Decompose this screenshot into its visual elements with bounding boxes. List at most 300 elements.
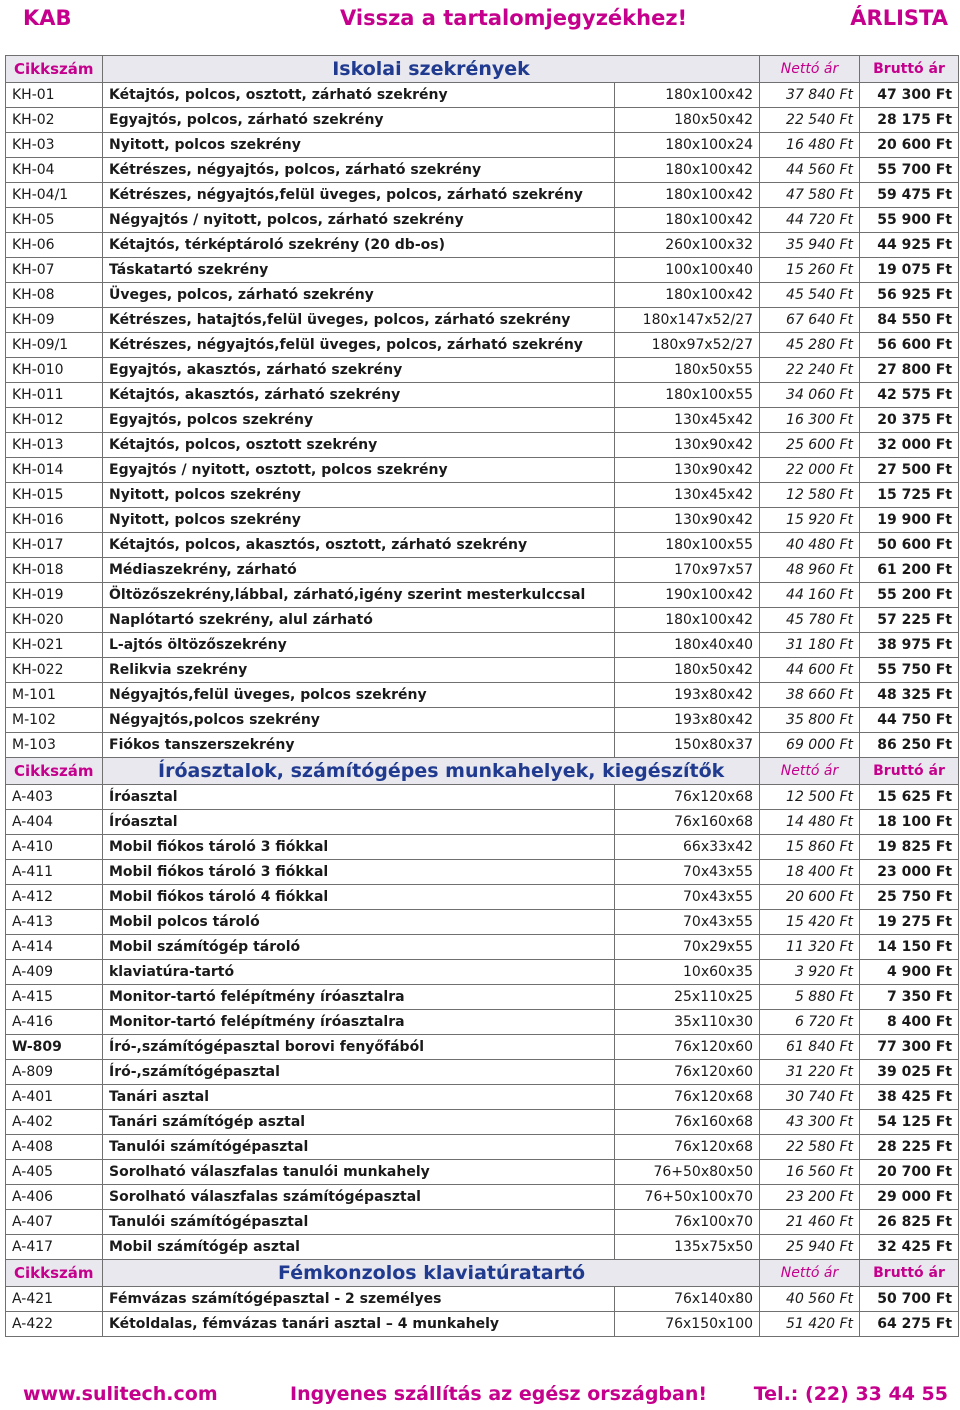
product-code: A-416 bbox=[6, 1010, 103, 1035]
product-code: A-406 bbox=[6, 1185, 103, 1210]
net-price: 35 800 Ft bbox=[760, 708, 860, 733]
product-name: Tanári számítógép asztal bbox=[103, 1110, 615, 1135]
net-price: 40 480 Ft bbox=[760, 533, 860, 558]
product-dimensions: 180x100x24 bbox=[615, 133, 760, 158]
product-row bbox=[6, 533, 959, 558]
product-row bbox=[6, 1010, 959, 1035]
product-code: KH-021 bbox=[6, 633, 103, 658]
website-link[interactable]: www.sulitech.com bbox=[23, 1383, 218, 1405]
gross-price: 44 750 Ft bbox=[860, 708, 959, 733]
net-price: 16 480 Ft bbox=[760, 133, 860, 158]
product-dimensions: 170x97x57 bbox=[615, 558, 760, 583]
product-row bbox=[6, 608, 959, 633]
product-code: KH-05 bbox=[6, 208, 103, 233]
product-dimensions: 180x100x55 bbox=[615, 383, 760, 408]
net-price: 21 460 Ft bbox=[760, 1210, 860, 1235]
product-name: Médiaszekrény, zárható bbox=[103, 558, 615, 583]
product-name: Négyajtós / nyitott, polcos, zárható szekrény bbox=[103, 208, 615, 233]
product-code: A-414 bbox=[6, 935, 103, 960]
net-price: 14 480 Ft bbox=[760, 810, 860, 835]
section-title: Fémkonzolos klaviatúratartó bbox=[103, 1260, 760, 1287]
product-name: Tanulói számítógépasztal bbox=[103, 1210, 615, 1235]
product-code: A-417 bbox=[6, 1235, 103, 1260]
product-name: Naplótartó szekrény, alul zárható bbox=[103, 608, 615, 633]
product-name: Sorolható válaszfalas tanulói munkahely bbox=[103, 1160, 615, 1185]
product-code: KH-022 bbox=[6, 658, 103, 683]
gross-price: 47 300 Ft bbox=[860, 83, 959, 108]
gross-price: 20 375 Ft bbox=[860, 408, 959, 433]
gross-price: 27 800 Ft bbox=[860, 358, 959, 383]
product-row bbox=[6, 1185, 959, 1210]
product-row bbox=[6, 433, 959, 458]
product-code: KH-016 bbox=[6, 508, 103, 533]
product-name: Kétoldalas, fémvázas tanári asztal – 4 munkahely bbox=[103, 1312, 615, 1337]
product-name: Üveges, polcos, zárható szekrény bbox=[103, 283, 615, 308]
net-price: 15 860 Ft bbox=[760, 835, 860, 860]
product-code: KH-09 bbox=[6, 308, 103, 333]
price-list-table bbox=[5, 55, 959, 1337]
product-name: Íróasztal bbox=[103, 785, 615, 810]
product-dimensions: 193x80x42 bbox=[615, 683, 760, 708]
back-to-contents-link[interactable]: Vissza a tartalomjegyzékhez! bbox=[340, 6, 688, 30]
product-name: Négyajtós,polcos szekrény bbox=[103, 708, 615, 733]
net-price: 15 920 Ft bbox=[760, 508, 860, 533]
gross-price: 50 600 Ft bbox=[860, 533, 959, 558]
product-dimensions: 180x50x55 bbox=[615, 358, 760, 383]
nav-kab-link[interactable]: KAB bbox=[23, 6, 72, 30]
product-name: Monitor-tartó felépítmény íróasztalra bbox=[103, 985, 615, 1010]
net-price: 31 220 Ft bbox=[760, 1060, 860, 1085]
gross-price: 20 600 Ft bbox=[860, 133, 959, 158]
product-row bbox=[6, 258, 959, 283]
net-price: 44 160 Ft bbox=[760, 583, 860, 608]
net-price: 43 300 Ft bbox=[760, 1110, 860, 1135]
product-dimensions: 76x160x68 bbox=[615, 1110, 760, 1135]
product-dimensions: 180x100x42 bbox=[615, 283, 760, 308]
product-row bbox=[6, 1287, 959, 1312]
gross-price: 14 150 Ft bbox=[860, 935, 959, 960]
product-code: KH-01 bbox=[6, 83, 103, 108]
gross-price: 32 425 Ft bbox=[860, 1235, 959, 1260]
gross-price: 25 750 Ft bbox=[860, 885, 959, 910]
product-name: Kétrészes, négyajtós, polcos, zárható szekrény bbox=[103, 158, 615, 183]
product-dimensions: 35x110x30 bbox=[615, 1010, 760, 1035]
product-name: Monitor-tartó felépítmény íróasztalra bbox=[103, 1010, 615, 1035]
product-dimensions: 130x90x42 bbox=[615, 458, 760, 483]
gross-price: 32 000 Ft bbox=[860, 433, 959, 458]
product-dimensions: 76x120x68 bbox=[615, 1135, 760, 1160]
product-row bbox=[6, 1060, 959, 1085]
column-header-net-price: Nettó ár bbox=[760, 1260, 860, 1287]
product-row bbox=[6, 283, 959, 308]
net-price: 12 580 Ft bbox=[760, 483, 860, 508]
product-name: klaviatúra-tartó bbox=[103, 960, 615, 985]
product-name: Kétajtós, polcos, osztott, zárható szekrény bbox=[103, 83, 615, 108]
gross-price: 55 900 Ft bbox=[860, 208, 959, 233]
product-code: KH-013 bbox=[6, 433, 103, 458]
product-code: KH-08 bbox=[6, 283, 103, 308]
product-row bbox=[6, 1235, 959, 1260]
product-name: Íróasztal bbox=[103, 810, 615, 835]
product-row bbox=[6, 83, 959, 108]
shipping-notice: Ingyenes szállítás az egész országban! bbox=[290, 1383, 708, 1405]
product-code: A-401 bbox=[6, 1085, 103, 1110]
gross-price: 29 000 Ft bbox=[860, 1185, 959, 1210]
product-name: Mobil polcos tároló bbox=[103, 910, 615, 935]
product-code: KH-018 bbox=[6, 558, 103, 583]
gross-price: 19 825 Ft bbox=[860, 835, 959, 860]
net-price: 51 420 Ft bbox=[760, 1312, 860, 1337]
product-name: Fémvázas számítógépasztal - 2 személyes bbox=[103, 1287, 615, 1312]
product-name: Tanári asztal bbox=[103, 1085, 615, 1110]
net-price: 30 740 Ft bbox=[760, 1085, 860, 1110]
product-code: M-103 bbox=[6, 733, 103, 758]
product-dimensions: 180x100x42 bbox=[615, 608, 760, 633]
gross-price: 23 000 Ft bbox=[860, 860, 959, 885]
product-dimensions: 180x100x42 bbox=[615, 83, 760, 108]
product-row bbox=[6, 108, 959, 133]
product-code: KH-010 bbox=[6, 358, 103, 383]
product-name: Négyajtós,felül üveges, polcos szekrény bbox=[103, 683, 615, 708]
section-title: Íróasztalok, számítógépes munkahelyek, kiegészítők bbox=[103, 758, 760, 785]
gross-price: 19 075 Ft bbox=[860, 258, 959, 283]
net-price: 38 660 Ft bbox=[760, 683, 860, 708]
gross-price: 4 900 Ft bbox=[860, 960, 959, 985]
product-row bbox=[6, 208, 959, 233]
net-price: 15 260 Ft bbox=[760, 258, 860, 283]
product-dimensions: 130x90x42 bbox=[615, 508, 760, 533]
product-dimensions: 70x43x55 bbox=[615, 860, 760, 885]
net-price: 5 880 Ft bbox=[760, 985, 860, 1010]
net-price: 61 840 Ft bbox=[760, 1035, 860, 1060]
product-code: A-413 bbox=[6, 910, 103, 935]
product-code: KH-019 bbox=[6, 583, 103, 608]
gross-price: 27 500 Ft bbox=[860, 458, 959, 483]
net-price: 45 540 Ft bbox=[760, 283, 860, 308]
product-dimensions: 76x140x80 bbox=[615, 1287, 760, 1312]
net-price: 6 720 Ft bbox=[760, 1010, 860, 1035]
gross-price: 56 925 Ft bbox=[860, 283, 959, 308]
product-name: Mobil fiókos tároló 3 fiókkal bbox=[103, 860, 615, 885]
product-dimensions: 180x97x52/27 bbox=[615, 333, 760, 358]
product-name: Mobil számítógép tároló bbox=[103, 935, 615, 960]
product-row bbox=[6, 133, 959, 158]
phone-number: Tel.: (22) 33 44 55 bbox=[753, 1383, 948, 1405]
product-name: Kétajtós, polcos, osztott szekrény bbox=[103, 433, 615, 458]
product-row bbox=[6, 383, 959, 408]
product-name: Író-,számítógépasztal borovi fenyőfából bbox=[103, 1035, 615, 1060]
gross-price: 18 100 Ft bbox=[860, 810, 959, 835]
section-header-row bbox=[6, 56, 959, 83]
gross-price: 42 575 Ft bbox=[860, 383, 959, 408]
product-row bbox=[6, 910, 959, 935]
product-name: Tanulói számítógépasztal bbox=[103, 1135, 615, 1160]
product-code: A-410 bbox=[6, 835, 103, 860]
product-code: KH-06 bbox=[6, 233, 103, 258]
gross-price: 15 625 Ft bbox=[860, 785, 959, 810]
product-name: Mobil számítógép asztal bbox=[103, 1235, 615, 1260]
net-price: 47 580 Ft bbox=[760, 183, 860, 208]
net-price: 45 780 Ft bbox=[760, 608, 860, 633]
product-row bbox=[6, 583, 959, 608]
column-header-gross-price: Bruttó ár bbox=[860, 56, 959, 83]
product-dimensions: 76x120x60 bbox=[615, 1035, 760, 1060]
product-row bbox=[6, 708, 959, 733]
product-name: Egyajtós / nyitott, osztott, polcos szekrény bbox=[103, 458, 615, 483]
net-price: 44 560 Ft bbox=[760, 158, 860, 183]
product-row bbox=[6, 183, 959, 208]
product-name: Sorolható válaszfalas számítógépasztal bbox=[103, 1185, 615, 1210]
product-code: A-411 bbox=[6, 860, 103, 885]
product-code: A-403 bbox=[6, 785, 103, 810]
gross-price: 39 025 Ft bbox=[860, 1060, 959, 1085]
product-code: KH-02 bbox=[6, 108, 103, 133]
product-code: A-409 bbox=[6, 960, 103, 985]
product-code: KH-020 bbox=[6, 608, 103, 633]
product-dimensions: 76+50x100x70 bbox=[615, 1185, 760, 1210]
product-row bbox=[6, 658, 959, 683]
product-code: KH-07 bbox=[6, 258, 103, 283]
net-price: 31 180 Ft bbox=[760, 633, 860, 658]
product-code: A-407 bbox=[6, 1210, 103, 1235]
net-price: 35 940 Ft bbox=[760, 233, 860, 258]
product-dimensions: 76x120x68 bbox=[615, 1085, 760, 1110]
product-dimensions: 260x100x32 bbox=[615, 233, 760, 258]
product-dimensions: 150x80x37 bbox=[615, 733, 760, 758]
gross-price: 55 200 Ft bbox=[860, 583, 959, 608]
product-code: A-809 bbox=[6, 1060, 103, 1085]
product-name: Író-,számítógépasztal bbox=[103, 1060, 615, 1085]
gross-price: 57 225 Ft bbox=[860, 608, 959, 633]
net-price: 11 320 Ft bbox=[760, 935, 860, 960]
net-price: 18 400 Ft bbox=[760, 860, 860, 885]
product-row bbox=[6, 233, 959, 258]
product-row bbox=[6, 960, 959, 985]
net-price: 25 940 Ft bbox=[760, 1235, 860, 1260]
net-price: 25 600 Ft bbox=[760, 433, 860, 458]
product-dimensions: 193x80x42 bbox=[615, 708, 760, 733]
product-dimensions: 180x50x42 bbox=[615, 108, 760, 133]
product-dimensions: 135x75x50 bbox=[615, 1235, 760, 1260]
product-dimensions: 76x160x68 bbox=[615, 810, 760, 835]
section-title: Iskolai szekrények bbox=[103, 56, 760, 83]
product-dimensions: 70x29x55 bbox=[615, 935, 760, 960]
product-row bbox=[6, 333, 959, 358]
product-row bbox=[6, 358, 959, 383]
column-header-net-price: Nettó ár bbox=[760, 56, 860, 83]
gross-price: 61 200 Ft bbox=[860, 558, 959, 583]
product-row bbox=[6, 308, 959, 333]
product-code: KH-04/1 bbox=[6, 183, 103, 208]
gross-price: 55 700 Ft bbox=[860, 158, 959, 183]
net-price: 16 300 Ft bbox=[760, 408, 860, 433]
gross-price: 48 325 Ft bbox=[860, 683, 959, 708]
net-price: 22 240 Ft bbox=[760, 358, 860, 383]
product-code: KH-012 bbox=[6, 408, 103, 433]
product-name: Öltözőszekrény,lábbal, zárható,igény szerint mesterkulccsal bbox=[103, 583, 615, 608]
product-dimensions: 76x100x70 bbox=[615, 1210, 760, 1235]
product-dimensions: 25x110x25 bbox=[615, 985, 760, 1010]
product-row bbox=[6, 483, 959, 508]
product-code: KH-09/1 bbox=[6, 333, 103, 358]
product-code: KH-015 bbox=[6, 483, 103, 508]
product-dimensions: 190x100x42 bbox=[615, 583, 760, 608]
net-price: 67 640 Ft bbox=[760, 308, 860, 333]
section-header-row bbox=[6, 1260, 959, 1287]
product-name: Kétajtós, akasztós, zárható szekrény bbox=[103, 383, 615, 408]
column-header-code: Cikkszám bbox=[6, 1260, 103, 1287]
product-dimensions: 180x147x52/27 bbox=[615, 308, 760, 333]
product-dimensions: 10x60x35 bbox=[615, 960, 760, 985]
net-price: 34 060 Ft bbox=[760, 383, 860, 408]
product-dimensions: 76x150x100 bbox=[615, 1312, 760, 1337]
column-header-code: Cikkszám bbox=[6, 758, 103, 785]
product-name: Relikvia szekrény bbox=[103, 658, 615, 683]
gross-price: 7 350 Ft bbox=[860, 985, 959, 1010]
product-code: M-101 bbox=[6, 683, 103, 708]
product-dimensions: 180x100x55 bbox=[615, 533, 760, 558]
gross-price: 19 275 Ft bbox=[860, 910, 959, 935]
net-price: 22 540 Ft bbox=[760, 108, 860, 133]
net-price: 22 000 Ft bbox=[760, 458, 860, 483]
gross-price: 84 550 Ft bbox=[860, 308, 959, 333]
product-code: A-402 bbox=[6, 1110, 103, 1135]
product-row bbox=[6, 1160, 959, 1185]
net-price: 15 420 Ft bbox=[760, 910, 860, 935]
net-price: 23 200 Ft bbox=[760, 1185, 860, 1210]
net-price: 3 920 Ft bbox=[760, 960, 860, 985]
product-name: L-ajtós öltözőszekrény bbox=[103, 633, 615, 658]
net-price: 69 000 Ft bbox=[760, 733, 860, 758]
gross-price: 59 475 Ft bbox=[860, 183, 959, 208]
gross-price: 54 125 Ft bbox=[860, 1110, 959, 1135]
column-header-code: Cikkszám bbox=[6, 56, 103, 83]
product-dimensions: 76+50x80x50 bbox=[615, 1160, 760, 1185]
product-dimensions: 180x100x42 bbox=[615, 208, 760, 233]
product-row bbox=[6, 785, 959, 810]
gross-price: 55 750 Ft bbox=[860, 658, 959, 683]
section-header-row bbox=[6, 758, 959, 785]
product-code: A-412 bbox=[6, 885, 103, 910]
price-list-link[interactable]: ÁRLISTA bbox=[850, 6, 948, 30]
gross-price: 50 700 Ft bbox=[860, 1287, 959, 1312]
product-name: Egyajtós, polcos szekrény bbox=[103, 408, 615, 433]
product-dimensions: 66x33x42 bbox=[615, 835, 760, 860]
product-row bbox=[6, 810, 959, 835]
net-price: 48 960 Ft bbox=[760, 558, 860, 583]
product-dimensions: 130x90x42 bbox=[615, 433, 760, 458]
product-dimensions: 180x50x42 bbox=[615, 658, 760, 683]
product-row bbox=[6, 633, 959, 658]
product-name: Nyitott, polcos szekrény bbox=[103, 508, 615, 533]
column-header-net-price: Nettó ár bbox=[760, 758, 860, 785]
product-row bbox=[6, 985, 959, 1010]
net-price: 20 600 Ft bbox=[760, 885, 860, 910]
gross-price: 38 425 Ft bbox=[860, 1085, 959, 1110]
product-dimensions: 100x100x40 bbox=[615, 258, 760, 283]
product-name: Kétrészes, négyajtós,felül üveges, polcos, zárható szekrény bbox=[103, 183, 615, 208]
product-row bbox=[6, 835, 959, 860]
product-code: KH-03 bbox=[6, 133, 103, 158]
product-name: Mobil fiókos tároló 3 fiókkal bbox=[103, 835, 615, 860]
product-row bbox=[6, 158, 959, 183]
product-dimensions: 70x43x55 bbox=[615, 885, 760, 910]
product-code: KH-017 bbox=[6, 533, 103, 558]
product-code: A-405 bbox=[6, 1160, 103, 1185]
column-header-gross-price: Bruttó ár bbox=[860, 758, 959, 785]
product-row bbox=[6, 408, 959, 433]
product-dimensions: 76x120x60 bbox=[615, 1060, 760, 1085]
product-code: M-102 bbox=[6, 708, 103, 733]
product-row bbox=[6, 733, 959, 758]
gross-price: 28 225 Ft bbox=[860, 1135, 959, 1160]
product-row bbox=[6, 458, 959, 483]
product-code: A-408 bbox=[6, 1135, 103, 1160]
gross-price: 44 925 Ft bbox=[860, 233, 959, 258]
gross-price: 20 700 Ft bbox=[860, 1160, 959, 1185]
product-row bbox=[6, 1135, 959, 1160]
product-code: A-404 bbox=[6, 810, 103, 835]
product-name: Kétrészes, hatajtós,felül üveges, polcos, zárható szekrény bbox=[103, 308, 615, 333]
product-code: A-421 bbox=[6, 1287, 103, 1312]
column-header-gross-price: Bruttó ár bbox=[860, 1260, 959, 1287]
gross-price: 8 400 Ft bbox=[860, 1010, 959, 1035]
gross-price: 19 900 Ft bbox=[860, 508, 959, 533]
price-list-body bbox=[6, 56, 959, 1337]
gross-price: 28 175 Ft bbox=[860, 108, 959, 133]
gross-price: 77 300 Ft bbox=[860, 1035, 959, 1060]
footer-bar bbox=[0, 1380, 960, 1410]
gross-price: 26 825 Ft bbox=[860, 1210, 959, 1235]
product-code: KH-04 bbox=[6, 158, 103, 183]
product-dimensions: 76x120x68 bbox=[615, 785, 760, 810]
product-code: KH-014 bbox=[6, 458, 103, 483]
product-dimensions: 180x100x42 bbox=[615, 183, 760, 208]
product-name: Egyajtós, akasztós, zárható szekrény bbox=[103, 358, 615, 383]
product-name: Táskatartó szekrény bbox=[103, 258, 615, 283]
product-row bbox=[6, 935, 959, 960]
product-code: A-422 bbox=[6, 1312, 103, 1337]
product-dimensions: 130x45x42 bbox=[615, 483, 760, 508]
product-row bbox=[6, 860, 959, 885]
gross-price: 15 725 Ft bbox=[860, 483, 959, 508]
net-price: 22 580 Ft bbox=[760, 1135, 860, 1160]
gross-price: 86 250 Ft bbox=[860, 733, 959, 758]
product-dimensions: 70x43x55 bbox=[615, 910, 760, 935]
product-code: A-415 bbox=[6, 985, 103, 1010]
product-row bbox=[6, 1085, 959, 1110]
product-row bbox=[6, 1110, 959, 1135]
product-dimensions: 180x40x40 bbox=[615, 633, 760, 658]
product-name: Egyajtós, polcos, zárható szekrény bbox=[103, 108, 615, 133]
net-price: 44 600 Ft bbox=[760, 658, 860, 683]
net-price: 12 500 Ft bbox=[760, 785, 860, 810]
net-price: 45 280 Ft bbox=[760, 333, 860, 358]
product-row bbox=[6, 558, 959, 583]
product-name: Nyitott, polcos szekrény bbox=[103, 133, 615, 158]
net-price: 44 720 Ft bbox=[760, 208, 860, 233]
product-code: KH-011 bbox=[6, 383, 103, 408]
product-row bbox=[6, 1035, 959, 1060]
product-dimensions: 130x45x42 bbox=[615, 408, 760, 433]
product-row bbox=[6, 508, 959, 533]
product-row bbox=[6, 1210, 959, 1235]
gross-price: 56 600 Ft bbox=[860, 333, 959, 358]
net-price: 16 560 Ft bbox=[760, 1160, 860, 1185]
product-dimensions: 180x100x42 bbox=[615, 158, 760, 183]
product-row bbox=[6, 683, 959, 708]
net-price: 40 560 Ft bbox=[760, 1287, 860, 1312]
